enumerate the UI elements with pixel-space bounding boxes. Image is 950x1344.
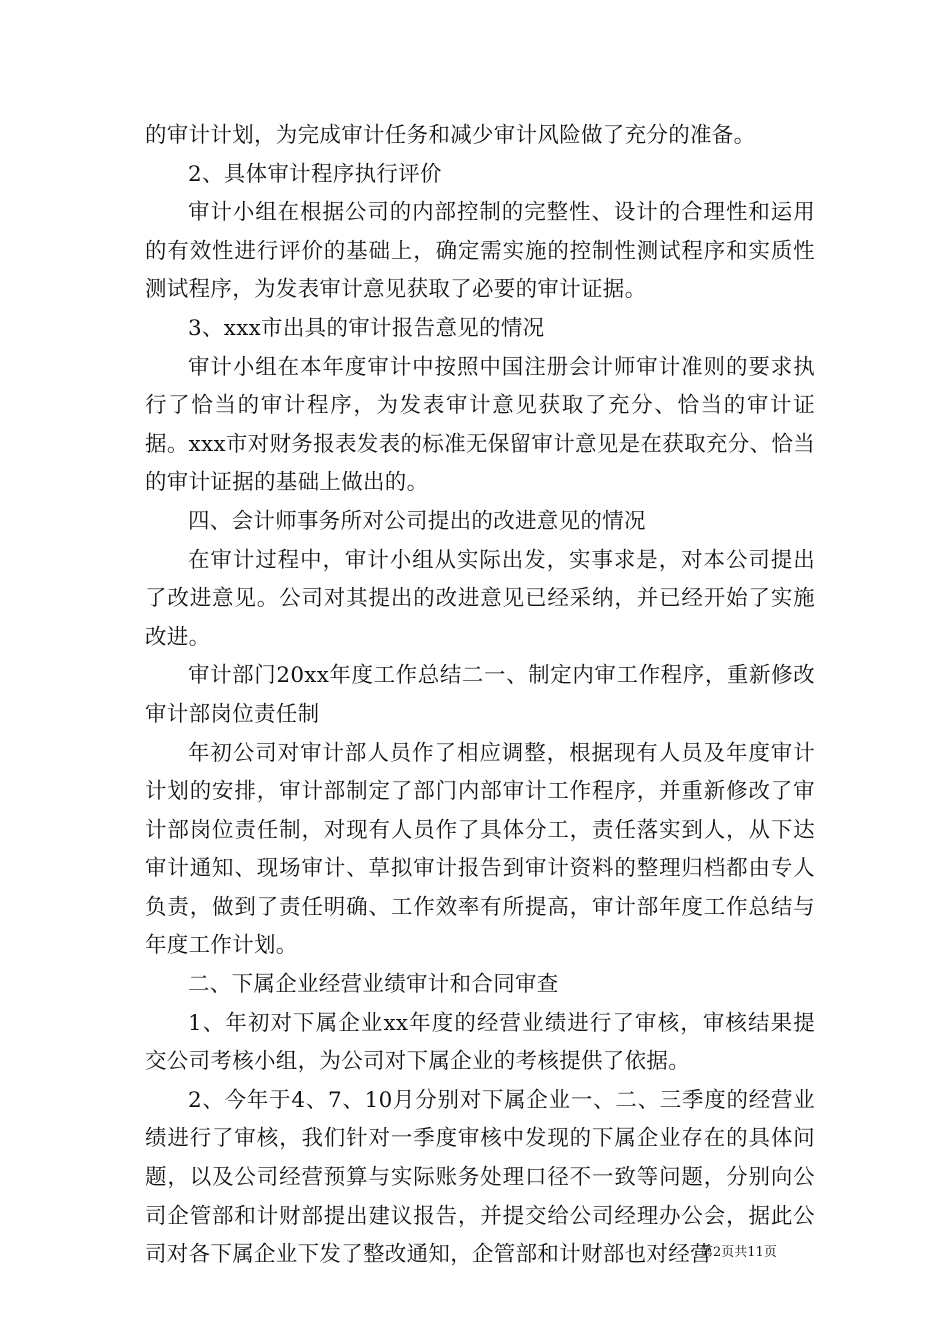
heading-subsidiary-audit: 二、下属企业经营业绩审计和合同审查 [188,972,559,998]
paragraph-continuation: 的审计计划，为完成审计任务和减少审计风险做了充分的准备。 [145,123,756,148]
document-body [145,117,815,1275]
paragraph-quarterly-review: 2、今年于4、7、10月分别对下属企业一、二、三季度的经营业绩进行了审核，我们针对一季度审核中发现的下属企业存在的具体问题，以及公司经营预算与实际账务处理口径不一致等问题，分别向公司企管部和计财部提出建议报告，并提交给公司经理办公会，据此公司对各下属企业下发了整改通知，企管部和计财部也对经营 [145,1087,815,1268]
heading-audit-procedure-evaluation: 2、具体审计程序执行评价 [188,161,442,187]
paragraph-internal-control-evaluation: 审计小组在根据公司的内部控制的完整性、设计的合理性和运用的有效性进行评价的基础上，确定需实施的控制性测试程序和实质性测试程序，为发表审计意见获取了必要的审计证据。 [145,200,815,303]
paragraph-annual-review: 1、年初对下属企业xx年度的经营业绩进行了审核，审核结果提交公司考核小组，为公司对下属企业的考核提供了依据。 [145,1010,815,1075]
paragraph-improvement-suggestions: 在审计过程中，审计小组从实际出发，实事求是，对本公司提出了改进意见。公司对其提出的改进意见已经采纳，并已经开始了实施改进。 [145,547,815,650]
heading-audit-report-opinion: 3、xxx市出具的审计报告意见的情况 [188,315,545,341]
heading-work-summary-two: 审计部门20xx年度工作总结二一、制定内审工作程序，重新修改审计部岗位责任制 [145,663,815,727]
paragraph-audit-opinion: 审计小组在本年度审计中按照中国注册会计师审计准则的要求执行了恰当的审计程序，为发表审计意见获取了充分、恰当的审计证据。xxx市对财务报表发表的标准无保留审计意见是在获取充分、恰当的审计证据的基础上做出的。 [145,354,815,496]
paragraph-staff-adjustment: 年初公司对审计部人员作了相应调整，根据现有人员及年度审计计划的安排，审计部制定了部门内部审计工作程序，并重新修改了审计部岗位责任制，对现有人员作了具体分工，责任落实到人，从下达审计通知、现场审计、草拟审计报告到审计资料的整理归档都由专人负责，做到了责任明确、工作效率有所提高，审计部年度工作总结与年度工作计划。 [145,740,815,959]
heading-improvement-suggestions: 四、会计师事务所对公司提出的改进意见的情况 [188,508,646,534]
page-number-footer: 第2页共11页 [700,1245,777,1260]
